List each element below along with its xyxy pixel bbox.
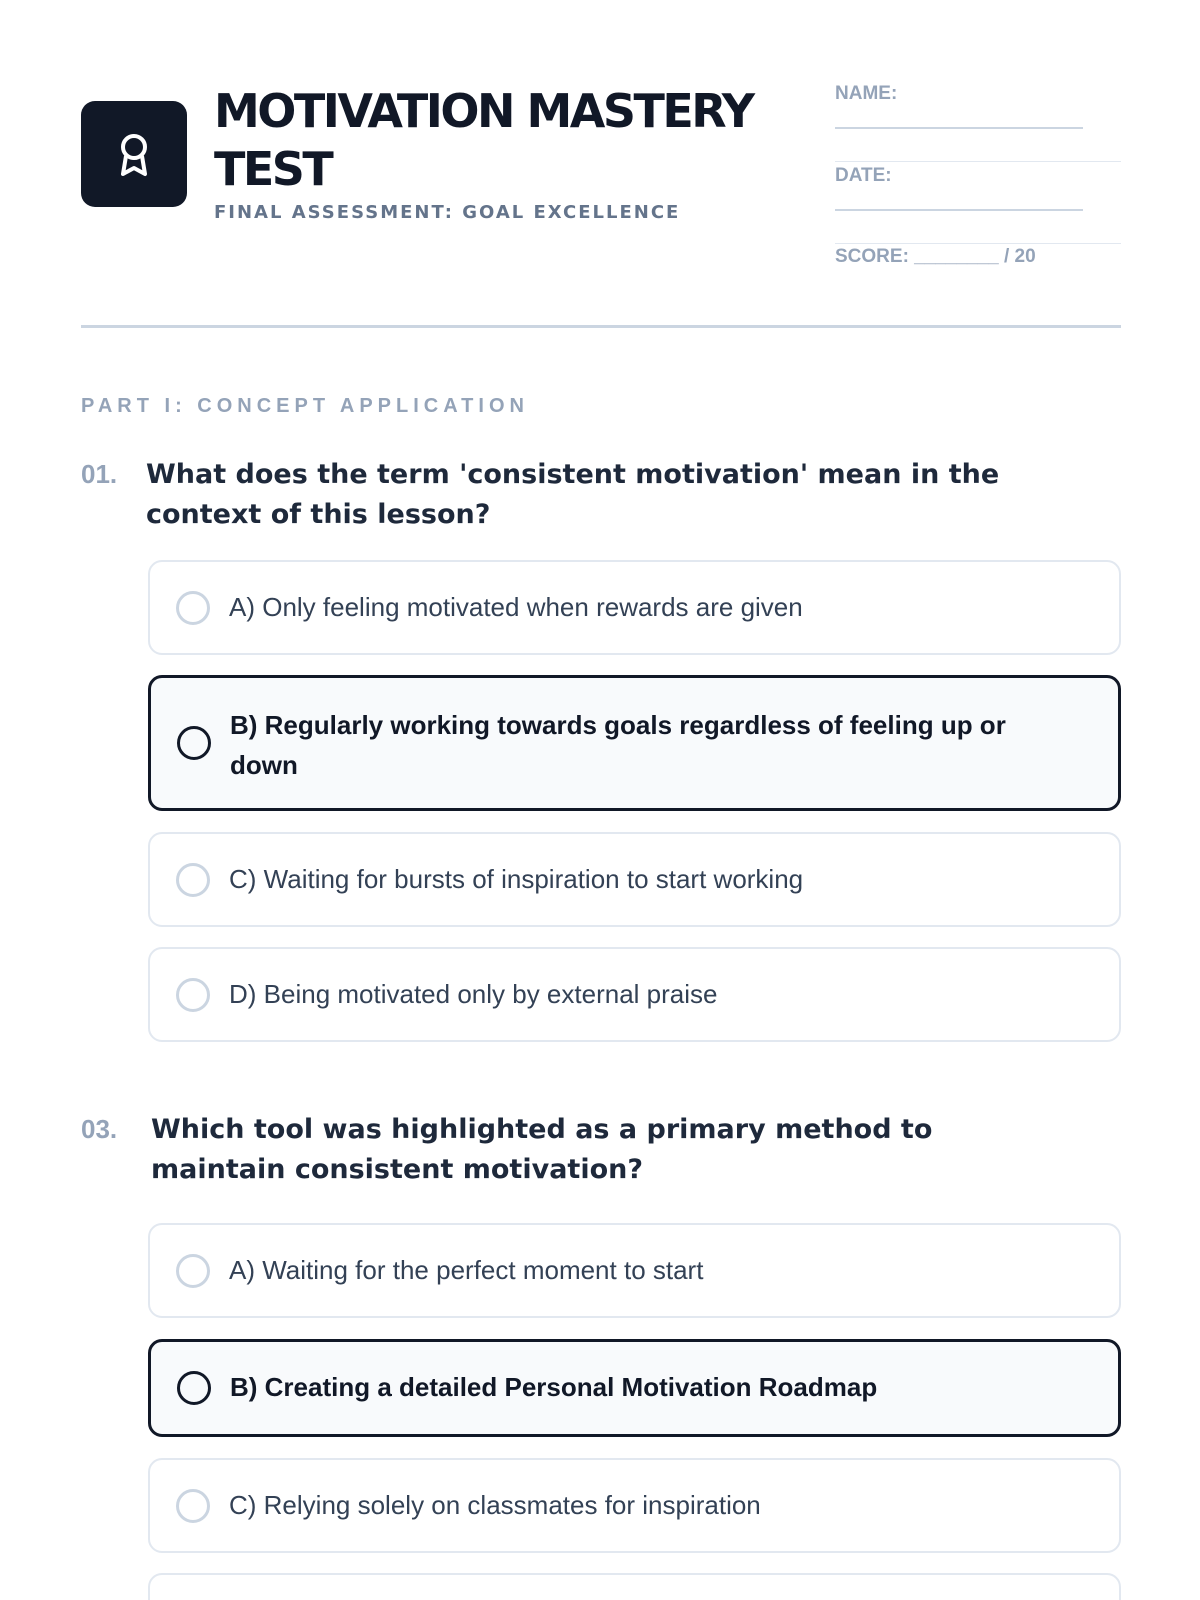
question-number: 03.	[81, 1114, 118, 1144]
option-label: C) Waiting for bursts of inspiration to start working	[229, 864, 804, 894]
radio-button[interactable]	[176, 1254, 210, 1288]
option-d-partial[interactable]	[148, 1573, 1121, 1600]
radio-button[interactable]	[176, 591, 210, 625]
date-blank[interactable]	[835, 209, 1083, 211]
radio-button[interactable]	[177, 726, 211, 760]
test-header	[81, 80, 1121, 330]
question-text: What does the term 'consistent motivation' mean in the context of this lesson?	[146, 459, 1000, 530]
radio-button[interactable]	[177, 1371, 211, 1405]
name-label: NAME:	[835, 83, 898, 104]
name-blank[interactable]	[835, 127, 1083, 129]
option-label: D) Being motivated only by external praise	[229, 979, 718, 1009]
radio-button[interactable]	[176, 978, 210, 1012]
score-field: SCORE: ________ / 20	[835, 246, 1036, 267]
page-title: MOTIVATION MASTERY TEST	[214, 84, 753, 196]
option-d[interactable]	[148, 947, 1121, 1042]
option-a[interactable]	[148, 560, 1121, 655]
logo-badge	[81, 101, 187, 207]
option-label: B) Regularly working towards goals regardless of feeling up or down	[230, 710, 1006, 780]
option-label: B) Creating a detailed Personal Motivation Roadmap	[230, 1372, 878, 1402]
option-a[interactable]	[148, 1223, 1121, 1318]
radio-button[interactable]	[176, 1489, 210, 1523]
option-label: A) Only feeling motivated when rewards are given	[229, 592, 803, 622]
date-field[interactable]	[835, 162, 1121, 244]
question-3	[81, 1110, 1121, 1600]
option-b[interactable]	[148, 1339, 1121, 1437]
student-info	[835, 80, 1121, 267]
section-title: PART I: CONCEPT APPLICATION	[81, 395, 529, 417]
question-1	[81, 455, 1121, 1065]
option-label: C) Relying solely on classmates for inspiration	[229, 1490, 761, 1520]
option-c[interactable]	[148, 1458, 1121, 1553]
header-divider	[81, 325, 1121, 328]
question-number: 01.	[81, 459, 118, 489]
page-subtitle: FINAL ASSESSMENT: GOAL EXCELLENCE	[214, 202, 681, 223]
name-field[interactable]	[835, 80, 1121, 162]
award-ribbon-icon	[114, 130, 154, 178]
option-b[interactable]	[148, 675, 1121, 811]
question-text: Which tool was highlighted as a primary method to maintain consistent motivation?	[151, 1114, 933, 1185]
option-c[interactable]	[148, 832, 1121, 927]
radio-button[interactable]	[176, 863, 210, 897]
option-label: A) Waiting for the perfect moment to start	[229, 1255, 704, 1285]
date-label: DATE:	[835, 165, 892, 186]
